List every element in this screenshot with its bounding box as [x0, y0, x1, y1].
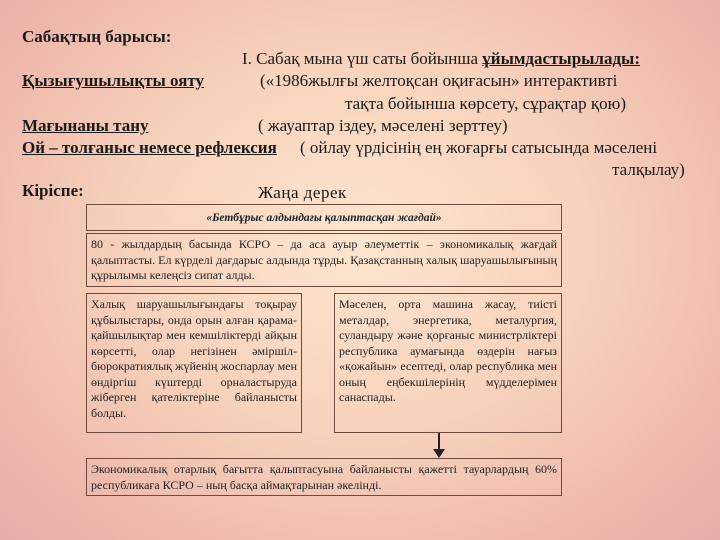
stage3-label: Ой – толғаныс немесе рефлексия [22, 138, 277, 157]
plan-intro-text: I. Сабақ мына үш саты бойынша [242, 49, 483, 68]
stage1-desc-line1: («1986жылғы желтоқсан оқиғасын» интерактивті [260, 71, 618, 90]
plan-intro [242, 49, 640, 69]
stage2-label: Мағынаны тану [22, 116, 149, 135]
arrow-down-icon [433, 449, 445, 458]
stage3-desc-line2: талқылау) [612, 160, 685, 179]
example-box [334, 293, 562, 433]
main-fact-text: 80 - жылдардың басында КСРО – да аса ауыр әлеуметтік – экономикалық жағдай қалыптасты. Ел күрделі дағдарыс алдында тұрды. Қазақстанның халық шаруашылығының құрылымы келеңсіз сипат алды. [91, 237, 557, 282]
diagram-title-box [86, 204, 562, 231]
plan-intro-emph: ұйымдастырылады: [482, 49, 640, 68]
stage3-desc-line1: ( ойлау үрдісінің ең жоғарғы сатысында мәселені [300, 138, 658, 157]
cause-box [86, 293, 302, 433]
consequence-text: Экономикалық отарлық бағытта қалыптасуына байланысты қажетті тауарлардың 60% республикаға КСРО – ның басқа аймақтарынан әкелінді. [91, 462, 557, 492]
consequence-box [86, 458, 562, 496]
stage1-label: Қызығушылықты ояту [22, 71, 205, 90]
new-info-label: Жаңа дерек [258, 183, 347, 202]
example-text: Мәселен, орта машина жасау, тиісті металдар, энергетика, металургия, суландыру және қорғаныс министрліктері республика аумағында өздерін нағыз «қожайын» есептеді, олар республика мен оның еңбекшілерінің мүдделерімен санаспады. [339, 297, 557, 404]
page-heading: Сабақтың барысы: [22, 27, 172, 46]
intro-label: Кіріспе: [22, 181, 84, 200]
main-fact-box [86, 233, 562, 287]
cause-text: Халық шаруашылығындағы тоқырау құбылыстары, онда орын алған қарама-қайшылықтар мен кемшіліктерді айқын көрсетті, олар негізінен әміршіл-бюрократиялық жүйенің жоспарлау мен өндіргіш күштерді орналастыруда жіберген қателіктеріне байланысты болды. [91, 297, 297, 420]
diagram-title: «Бетбұрыс алдындағы қалыптасқан жағдай» [206, 212, 442, 224]
stage1-desc-line2: тақта бойынша көрсету, сұрақтар қою) [345, 94, 626, 113]
stage2-desc: ( жауаптар іздеу, мәселені зерттеу) [258, 116, 508, 135]
